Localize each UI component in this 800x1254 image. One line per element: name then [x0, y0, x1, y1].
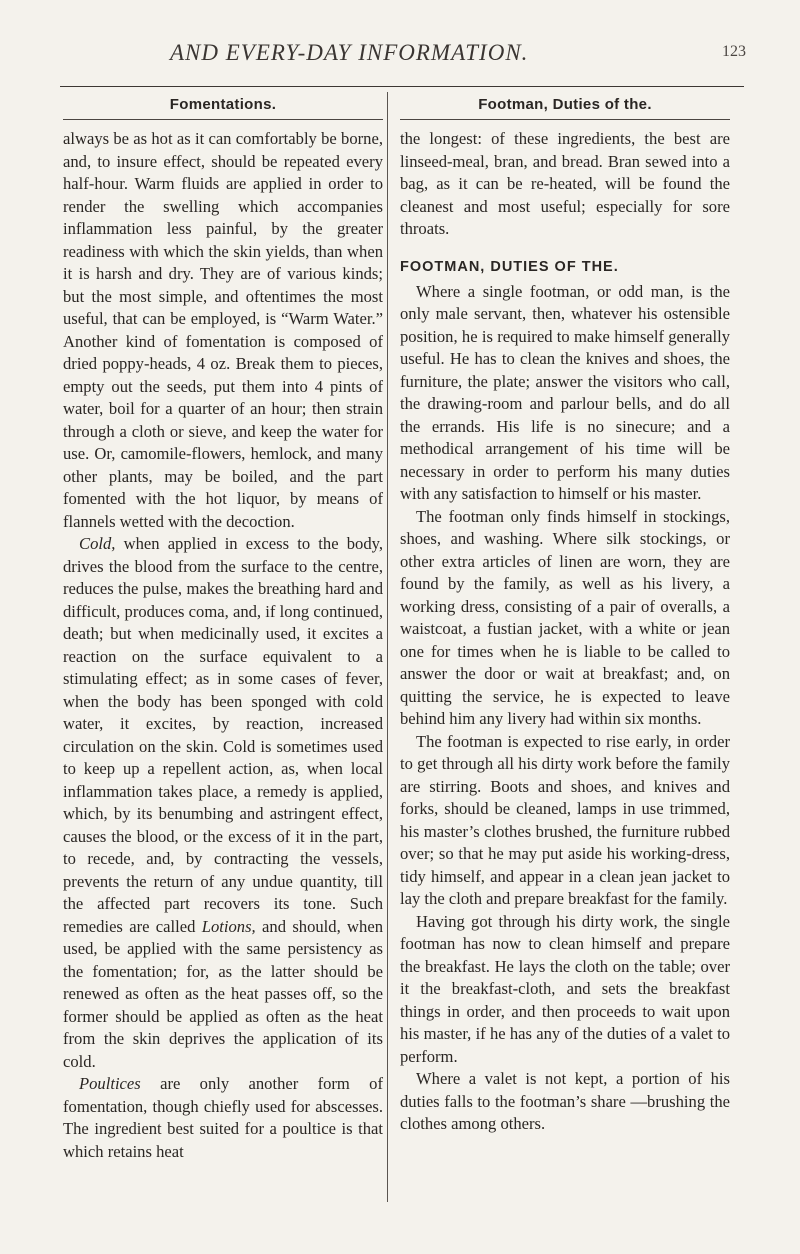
footman-paragraph: The footman is expected to rise early, in order to get through all his dirty work before the family are stirring. Boots and shoes, and knives and forks, should be cleaned, lamps in use trimmed, his master’s clothes brushed, the furniture rubbed over; so that he may put aside his working-dress, tidy himself, and appear in a clean jean jacket to lay the cloth and prepare breakfast for the family. — [400, 731, 730, 908]
right-column — [400, 96, 730, 1136]
fomentation-paragraph: always be as hot as it can comfortably be borne, and, to insure effect, should be repeated every half-hour. Warm fluids are applied in order to render the swelling which accompanies inflammation less painful, by the greater readiness with which the skin yields, than when it is harsh and dry. They are of various kinds; but the most simple, and oftentimes the most useful, that can be employed, is “Warm Water.” Another kind of fomentation is composed of dried poppy-heads, 4 oz. Break them to pieces, empty out the seeds, put them into 4 pints of water, boil for a quarter of an hour; then strain through a cloth or sieve, and keep the water for use. Or, camomile-flowers, hemlock, and many other plants, may be boiled, and the part fomented with the hot liquor, by means of flannels wetted with the decoction. — [63, 129, 383, 531]
cold-paragraph — [63, 533, 383, 1073]
column-divider — [387, 92, 388, 1202]
poultices-lead: Poultices — [79, 1074, 141, 1093]
page-header — [0, 40, 800, 80]
footman-paragraph: Where a valet is not kept, a portion of his duties falls to the footman’s share —brushing the clothes among others. — [400, 1069, 730, 1133]
right-column-heading: Footman, Duties of the. — [478, 96, 652, 113]
header-rule — [60, 86, 744, 87]
cold-text-end: and should, when used, be applied with the same persistency as the fomentation; for, as the latter should be renewed as often as the heat passes off, so the former should be applied as often as the heat from the skin deprives the application of its cold. — [63, 916, 383, 1071]
lotions-word: Lotions, — [201, 916, 256, 936]
running-title: AND EVERY-DAY INFORMATION. — [170, 40, 529, 65]
footman-paragraph: The footman only finds himself in stockings, shoes, and washing. Where silk stockings, or other extra articles of linen are worn, they are found by the family, as well as his livery, a working dress, consisting of a pair of overalls, a waistcoat, a fustian jacket, with a white or jean one for times when he is liable to be called to answer the door or wait at breakfast; and, on quitting the service, he is expected to leave behind him any livery had within six months. — [400, 506, 730, 728]
continuation-paragraph: the longest: of these ingredients, the best are linseed-meal, bran, and bread. Bran sewed into a bag, as it can be re-heated, will be found the cleanest and most useful; especially for sore throats. — [400, 129, 730, 238]
poultices-text: are only another form of fomentation, though chiefly used for abscesses. The ingredient best suited for a poultice is that which retains heat — [63, 1074, 383, 1161]
cold-text: when applied in excess to the body, drives the blood from the surface to the centre, reduces the pulse, makes the breathing hard and difficult, produces coma, and, if long continued, death; but when medicinally used, it excites a reaction on the surface equivalent to a stimulating effect; as in some cases of fever, when the body has been sponged with cold water, it excites, by reaction, increased circulation on the skin. Cold is sometimes used to keep up a repellent action, as, when local inflammation takes place, a remedy is applied, which, by its benumbing and astringent effect, causes the blood, or the excess of it in the part, to recede, and, by contracting the vessels, prevents the return of any undue quantity, till the affected part recovers its tone. Such remedies are called — [63, 534, 383, 936]
section-title: FOOTMAN, DUTIES OF THE. — [400, 258, 619, 275]
footman-paragraph: Where a single footman, or odd man, is the only male servant, then, whatever his ostensible position, he is required to make himself generally useful. He has to clean the knives and shoes, the furniture, the plate; answer the visitors who call, the drawing-room and parlour bells, and do all the errands. His life is no sinecure; and a methodical arrangement of his time will be necessary in order to perform his many duties with any satisfaction to himself or his master. — [400, 281, 730, 503]
left-heading-rule — [63, 119, 383, 120]
left-column — [63, 96, 383, 1163]
cold-lead: Cold, — [79, 534, 116, 553]
footman-paragraph: Having got through his dirty work, the single footman has now to clean himself and prepare the breakfast. He lays the cloth on the table; over it the breakfast-cloth, and sets the breakfast things in order, and then proceeds to wait upon his master, if he has any of the duties of a valet to perform. — [400, 911, 730, 1066]
page-number: 123 — [722, 43, 746, 60]
poultices-paragraph — [63, 1073, 383, 1163]
left-column-heading: Fomentations. — [169, 96, 277, 113]
right-heading-rule — [400, 119, 730, 120]
